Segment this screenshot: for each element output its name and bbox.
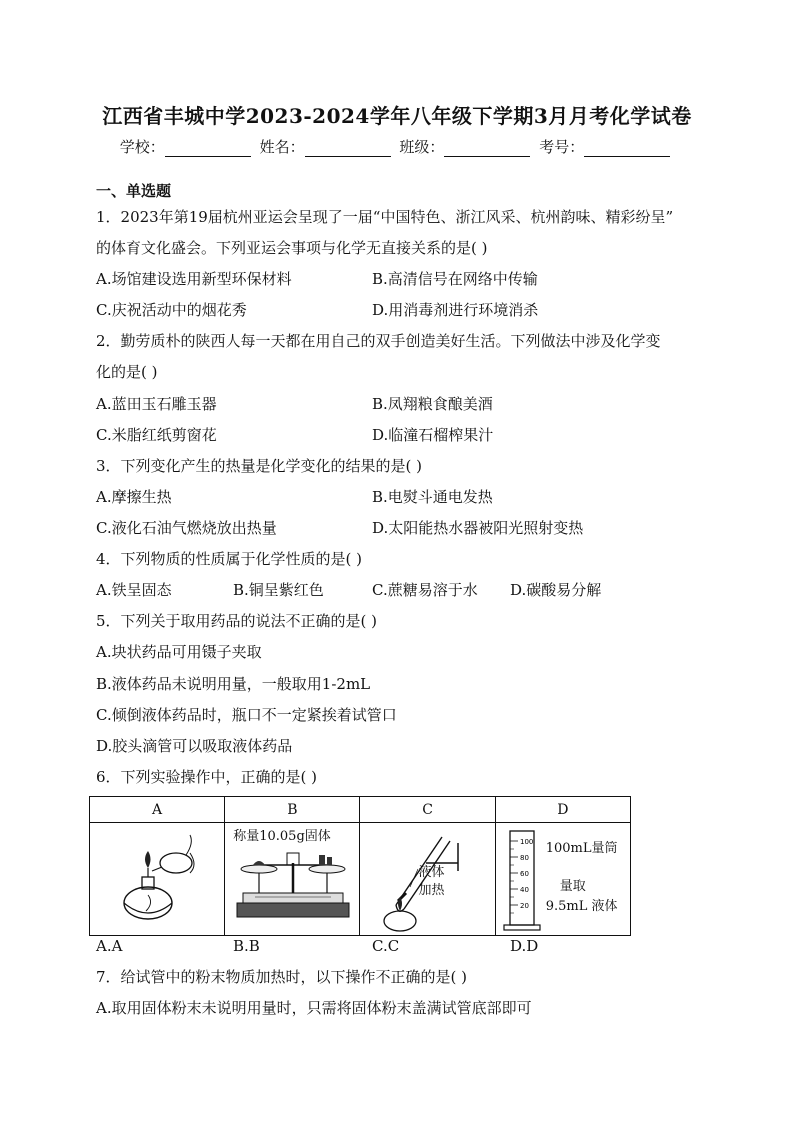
- table-header-b: B: [225, 797, 360, 823]
- cylinder-tick-100: 100: [519, 838, 534, 846]
- cylinder-tick-20: 20: [519, 902, 529, 910]
- question-2-stem-line-2: 化的是( ): [96, 363, 158, 381]
- cylinder-tick-60: 60: [519, 870, 529, 878]
- question-3-stem: 3．下列变化产生的热量是化学变化的结果的是( ): [96, 457, 423, 475]
- question-5-option-a[interactable]: A.块状药品可用镊子夹取: [96, 643, 262, 661]
- question-2-option-c[interactable]: C.米脂红纸剪窗花: [96, 426, 217, 444]
- table-header-c: C: [360, 797, 495, 823]
- question-7-option-a[interactable]: A.取用固体粉末未说明用量时，只需将固体粉末盖满试管底部即可: [96, 999, 532, 1017]
- question-6-option-c[interactable]: C.C: [372, 937, 400, 955]
- question-1-stem-line-1: 1．2023年第19届杭州亚运会呈现了一届“中国特色、浙江风采、杭州韵味、精彩纷呈”: [96, 208, 674, 226]
- question-6-option-a[interactable]: A.A: [96, 937, 123, 955]
- school-blank[interactable]: [165, 140, 251, 157]
- figure-d-label-measure: 量取: [559, 879, 586, 894]
- question-2-option-b[interactable]: B.凤翔粮食酿美酒: [372, 395, 493, 413]
- figure-d-label-cylinder: 100mL量筒: [545, 841, 618, 856]
- figure-c-label-heat: 加热: [418, 883, 445, 898]
- cylinder-tick-40: 40: [519, 886, 529, 894]
- question-5-option-d[interactable]: D.胶头滴管可以吸取液体药品: [96, 737, 293, 755]
- question-4-option-a[interactable]: A.铁呈固态: [96, 581, 172, 599]
- class-blank[interactable]: [444, 140, 530, 157]
- question-3-option-b[interactable]: B.电熨斗通电发热: [372, 488, 493, 506]
- figure-c-cell: [360, 823, 495, 936]
- figure-a-cell: [90, 823, 225, 936]
- question-1-option-c[interactable]: C.庆祝活动中的烟花秀: [96, 301, 247, 319]
- figure-b-label: 称量10.05g固体: [233, 829, 331, 844]
- question-3-option-a[interactable]: A.摩擦生热: [96, 488, 172, 506]
- alcohol-lamp-lighting-figure: [90, 823, 225, 935]
- question-5-option-c[interactable]: C.倾倒液体药品时，瓶口不一定紧挨着试管口: [96, 706, 397, 724]
- question-2-option-d[interactable]: D.临潼石榴榨果汁: [372, 426, 494, 444]
- cylinder-tick-80: 80: [519, 854, 529, 862]
- figure-c-label-liquid: 液体: [418, 865, 445, 880]
- table-header-a: A: [90, 797, 225, 823]
- class-label: 班级：: [399, 138, 445, 156]
- question-4-option-d[interactable]: D.碳酸易分解: [510, 581, 602, 599]
- question-7-stem: 7．给试管中的粉末物质加热时，以下操作不正确的是( ): [96, 968, 468, 986]
- question-3-option-c[interactable]: C.液化石油气燃烧放出热量: [96, 519, 277, 537]
- question-5-option-b[interactable]: B.液体药品未说明用量，一般取用1-2mL: [96, 675, 371, 693]
- question-6-option-d[interactable]: D.D: [510, 937, 539, 955]
- exam-title: 江西省丰城中学2023-2024学年八年级下学期3月月考化学试卷: [102, 104, 692, 128]
- test-tube-heating-figure: [360, 823, 495, 935]
- figure-d-label-volume: 9.5mL 液体: [545, 899, 618, 914]
- question-1-stem-line-2: 的体育文化盛会。下列亚运会事项与化学无直接关系的是( ): [96, 239, 488, 257]
- question-1-option-d[interactable]: D.用消毒剂进行环境消杀: [372, 301, 539, 319]
- school-label: 学校：: [119, 138, 165, 156]
- graduated-cylinder-figure: [496, 823, 631, 935]
- question-1-option-b[interactable]: B.高清信号在网络中传输: [372, 270, 538, 288]
- name-label: 姓名：: [259, 138, 305, 156]
- question-4-option-c[interactable]: C.蔗糖易溶于水: [372, 581, 478, 599]
- question-4-stem: 4．下列物质的性质属于化学性质的是( ): [96, 550, 363, 568]
- question-1-option-a[interactable]: A.场馆建设选用新型环保材料: [96, 270, 292, 288]
- question-2-stem-line-1: 2．勤劳质朴的陕西人每一天都在用自己的双手创造美好生活。下列做法中涉及化学变: [96, 332, 661, 350]
- exam-no-blank[interactable]: [584, 140, 670, 157]
- balance-scale-figure: [225, 823, 360, 935]
- figure-d-cell: [495, 823, 630, 936]
- question-6-option-b[interactable]: B.B: [233, 937, 260, 955]
- figure-b-cell: [225, 823, 360, 936]
- question-6-stem: 6．下列实验操作中，正确的是( ): [96, 768, 318, 786]
- student-info-line: [0, 136, 794, 157]
- question-2-option-a[interactable]: A.蓝田玉石雕玉器: [96, 395, 217, 413]
- question-3-option-d[interactable]: D.太阳能热水器被阳光照射变热: [372, 519, 584, 537]
- exam-no-label: 考号：: [539, 138, 585, 156]
- question-4-option-b[interactable]: B.铜呈紫红色: [233, 581, 324, 599]
- table-header-d: D: [495, 797, 630, 823]
- question-6-figure-table: [89, 796, 631, 936]
- name-blank[interactable]: [305, 140, 391, 157]
- section-title: 一、单选题: [96, 182, 172, 200]
- question-5-stem: 5．下列关于取用药品的说法不正确的是( ): [96, 612, 378, 630]
